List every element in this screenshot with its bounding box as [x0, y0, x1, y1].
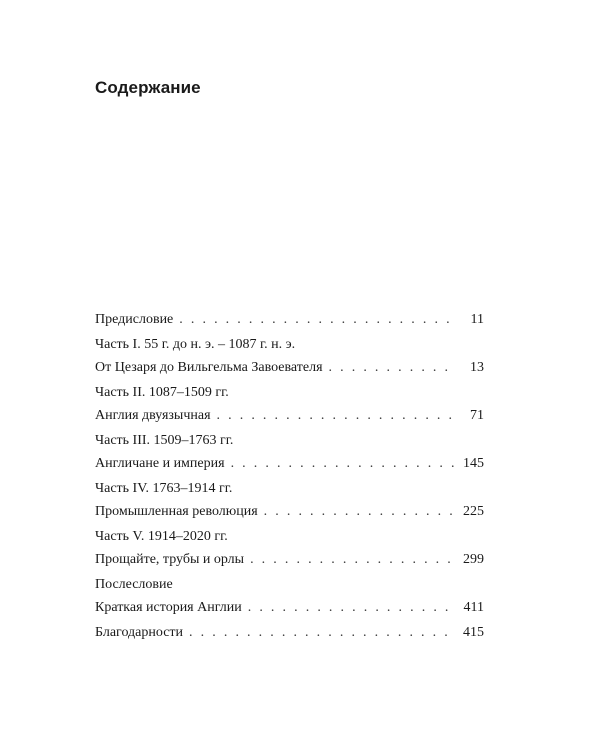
toc-part-heading: Часть I. 55 г. до н. э. – 1087 г. н. э.	[95, 337, 296, 352]
toc-entry-label: Предисловие	[95, 312, 174, 327]
toc-row	[95, 621, 484, 644]
toc-entry-acknowledgements	[95, 621, 484, 644]
toc-page-number: 145	[463, 456, 484, 471]
toc-part-heading: Часть III. 1509–1763 гг.	[95, 433, 234, 448]
dot-leader	[231, 452, 456, 475]
dot-leader	[248, 596, 456, 619]
toc-page-number: 299	[463, 552, 484, 567]
toc-page-number: 13	[470, 360, 484, 375]
toc-row	[95, 356, 484, 379]
toc-entry-part-1	[95, 333, 484, 379]
toc-row	[95, 548, 484, 571]
dot-leader	[329, 356, 456, 379]
toc-part-heading: Часть V. 1914–2020 гг.	[95, 529, 228, 544]
toc-part-heading: Послесловие	[95, 577, 173, 592]
toc-entry-preface	[95, 308, 484, 331]
page-title: Содержание	[95, 78, 201, 97]
toc-row	[95, 596, 484, 619]
dot-leader	[179, 308, 456, 331]
toc-page-number: 11	[470, 312, 484, 327]
toc-row	[95, 308, 484, 331]
toc-part-heading: Часть II. 1087–1509 гг.	[95, 385, 229, 400]
toc-entry-part-3	[95, 429, 484, 475]
toc-entry-part-5	[95, 525, 484, 571]
toc-entry-afterword	[95, 573, 484, 619]
toc-entry-label: Благодарности	[95, 625, 184, 640]
toc-page-number: 225	[463, 504, 484, 519]
toc-entry-part-2	[95, 381, 484, 427]
table-of-contents	[95, 308, 484, 645]
toc-entry-label: Англия двуязычная	[95, 408, 211, 423]
toc-page-number: 71	[470, 408, 484, 423]
toc-entry-label: Прощайте, трубы и орлы	[95, 552, 245, 567]
dot-leader	[189, 621, 456, 644]
toc-row	[95, 404, 484, 427]
toc-entry-label: Англичане и империя	[95, 456, 225, 471]
toc-row	[95, 452, 484, 475]
toc-entry-part-4	[95, 477, 484, 523]
dot-leader	[264, 500, 456, 523]
toc-page-number: 411	[463, 600, 484, 615]
toc-entry-label: От Цезаря до Вильгельма Завоевателя	[95, 360, 323, 375]
dot-leader	[217, 404, 456, 427]
toc-page-number: 415	[463, 625, 484, 640]
toc-part-heading: Часть IV. 1763–1914 гг.	[95, 481, 233, 496]
toc-entry-label: Краткая история Англии	[95, 600, 242, 615]
dot-leader	[250, 548, 456, 571]
toc-entry-label: Промышленная революция	[95, 504, 258, 519]
toc-row	[95, 500, 484, 523]
